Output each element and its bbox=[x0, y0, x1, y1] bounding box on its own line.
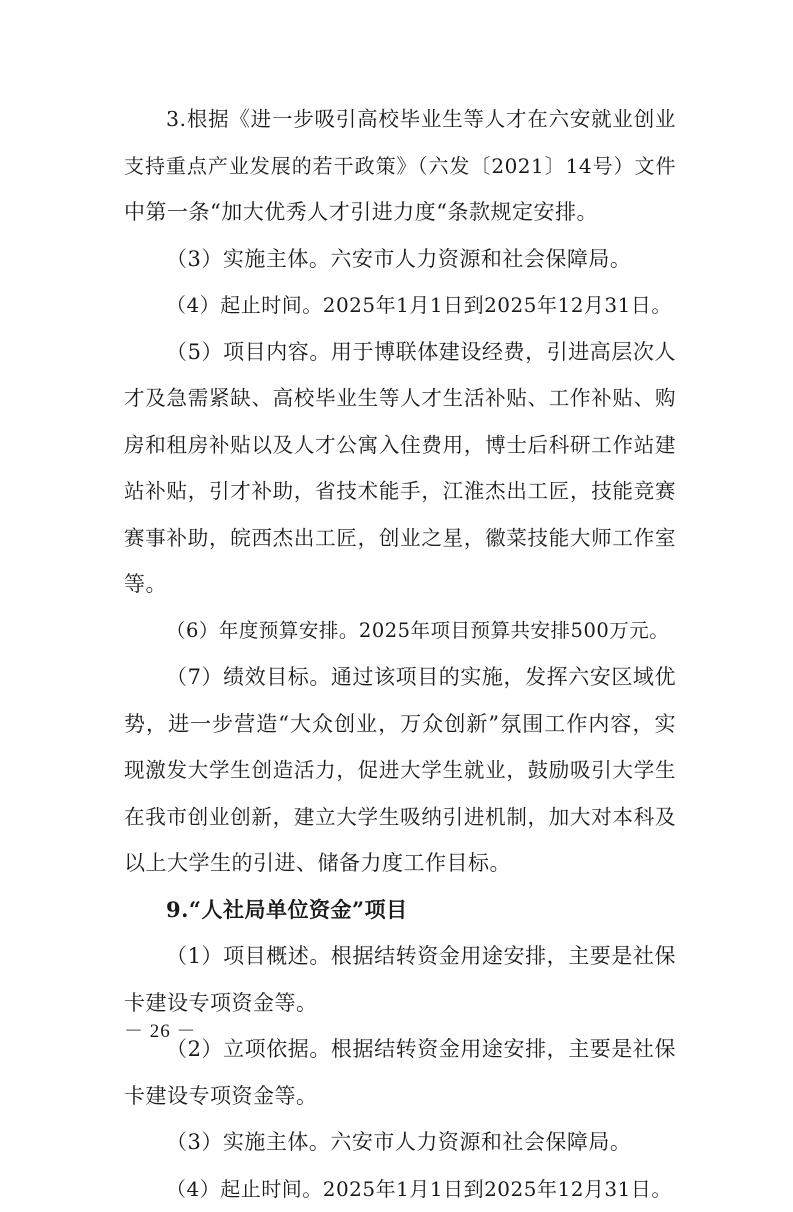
paragraph-project-overview-line-2: 卡建设专项资金等。 bbox=[124, 980, 676, 1027]
page-number: － 26 － bbox=[124, 1020, 197, 1044]
paragraph-project-basis-line-1: （2）立项依据。根据结转资金用途安排，主要是社保 bbox=[124, 1026, 676, 1073]
paragraph-time-period: （4）起止时间。2025年1月1日到2025年12月31日。 bbox=[124, 282, 676, 329]
paragraph-performance-goal-line-3: 现激发大学生创造活力，促进大学生就业，鼓励吸引大学生 bbox=[124, 747, 676, 794]
paragraph-performance-goal-line-4: 在我市创业创新，建立大学生吸纳引进机制，加大对本科及 bbox=[124, 794, 676, 841]
section-heading-project-9: 9.“人社局单位资金”项目 bbox=[124, 887, 676, 934]
paragraph-project-overview-line-1: （1）项目概述。根据结转资金用途安排，主要是社保 bbox=[124, 933, 676, 980]
paragraph-project-content-line-1: （5）项目内容。用于博联体建设经费，引进高层次人 bbox=[124, 329, 676, 376]
paragraph-implementing-body-2: （3）实施主体。六安市人力资源和社会保障局。 bbox=[124, 1119, 676, 1166]
paragraph-policy-basis-line-3: 中第一条“加大优秀人才引进力度“条款规定安排。 bbox=[124, 189, 676, 236]
body-text bbox=[124, 96, 676, 1212]
paragraph-project-content-line-6: 等。 bbox=[124, 561, 676, 608]
paragraph-project-content-line-5: 赛事补助，皖西杰出工匠，创业之星，徽菜技能大师工作室 bbox=[124, 515, 676, 562]
paragraph-project-content-line-2: 才及急需紧缺、高校毕业生等人才生活补贴、工作补贴、购 bbox=[124, 375, 676, 422]
paragraph-project-basis-line-2: 卡建设专项资金等。 bbox=[124, 1073, 676, 1120]
paragraph-project-content-line-4: 站补贴，引才补助，省技术能手，江淮杰出工匠，技能竞赛 bbox=[124, 468, 676, 515]
paragraph-performance-goal-line-2: 势，进一步营造“大众创业，万众创新”氛围工作内容，实 bbox=[124, 701, 676, 748]
paragraph-performance-goal-line-1: （7）绩效目标。通过该项目的实施，发挥六安区域优 bbox=[124, 654, 676, 701]
paragraph-annual-budget: （6）年度预算安排。2025年项目预算共安排500万元。 bbox=[124, 608, 676, 655]
paragraph-policy-basis-line-2: 支持重点产业发展的若干政策》（六发〔2021〕14号）文件 bbox=[124, 143, 676, 190]
paragraph-policy-basis-line-1: 3.根据《进一步吸引高校毕业生等人才在六安就业创业 bbox=[124, 96, 676, 143]
paragraph-implementing-body: （3）实施主体。六安市人力资源和社会保障局。 bbox=[124, 236, 676, 283]
paragraph-performance-goal-line-5: 以上大学生的引进、储备力度工作目标。 bbox=[124, 840, 676, 887]
paragraph-project-content-line-3: 房和租房补贴以及人才公寓入住费用，博士后科研工作站建 bbox=[124, 422, 676, 469]
paragraph-time-period-2: （4）起止时间。2025年1月1日到2025年12月31日。 bbox=[124, 1166, 676, 1212]
